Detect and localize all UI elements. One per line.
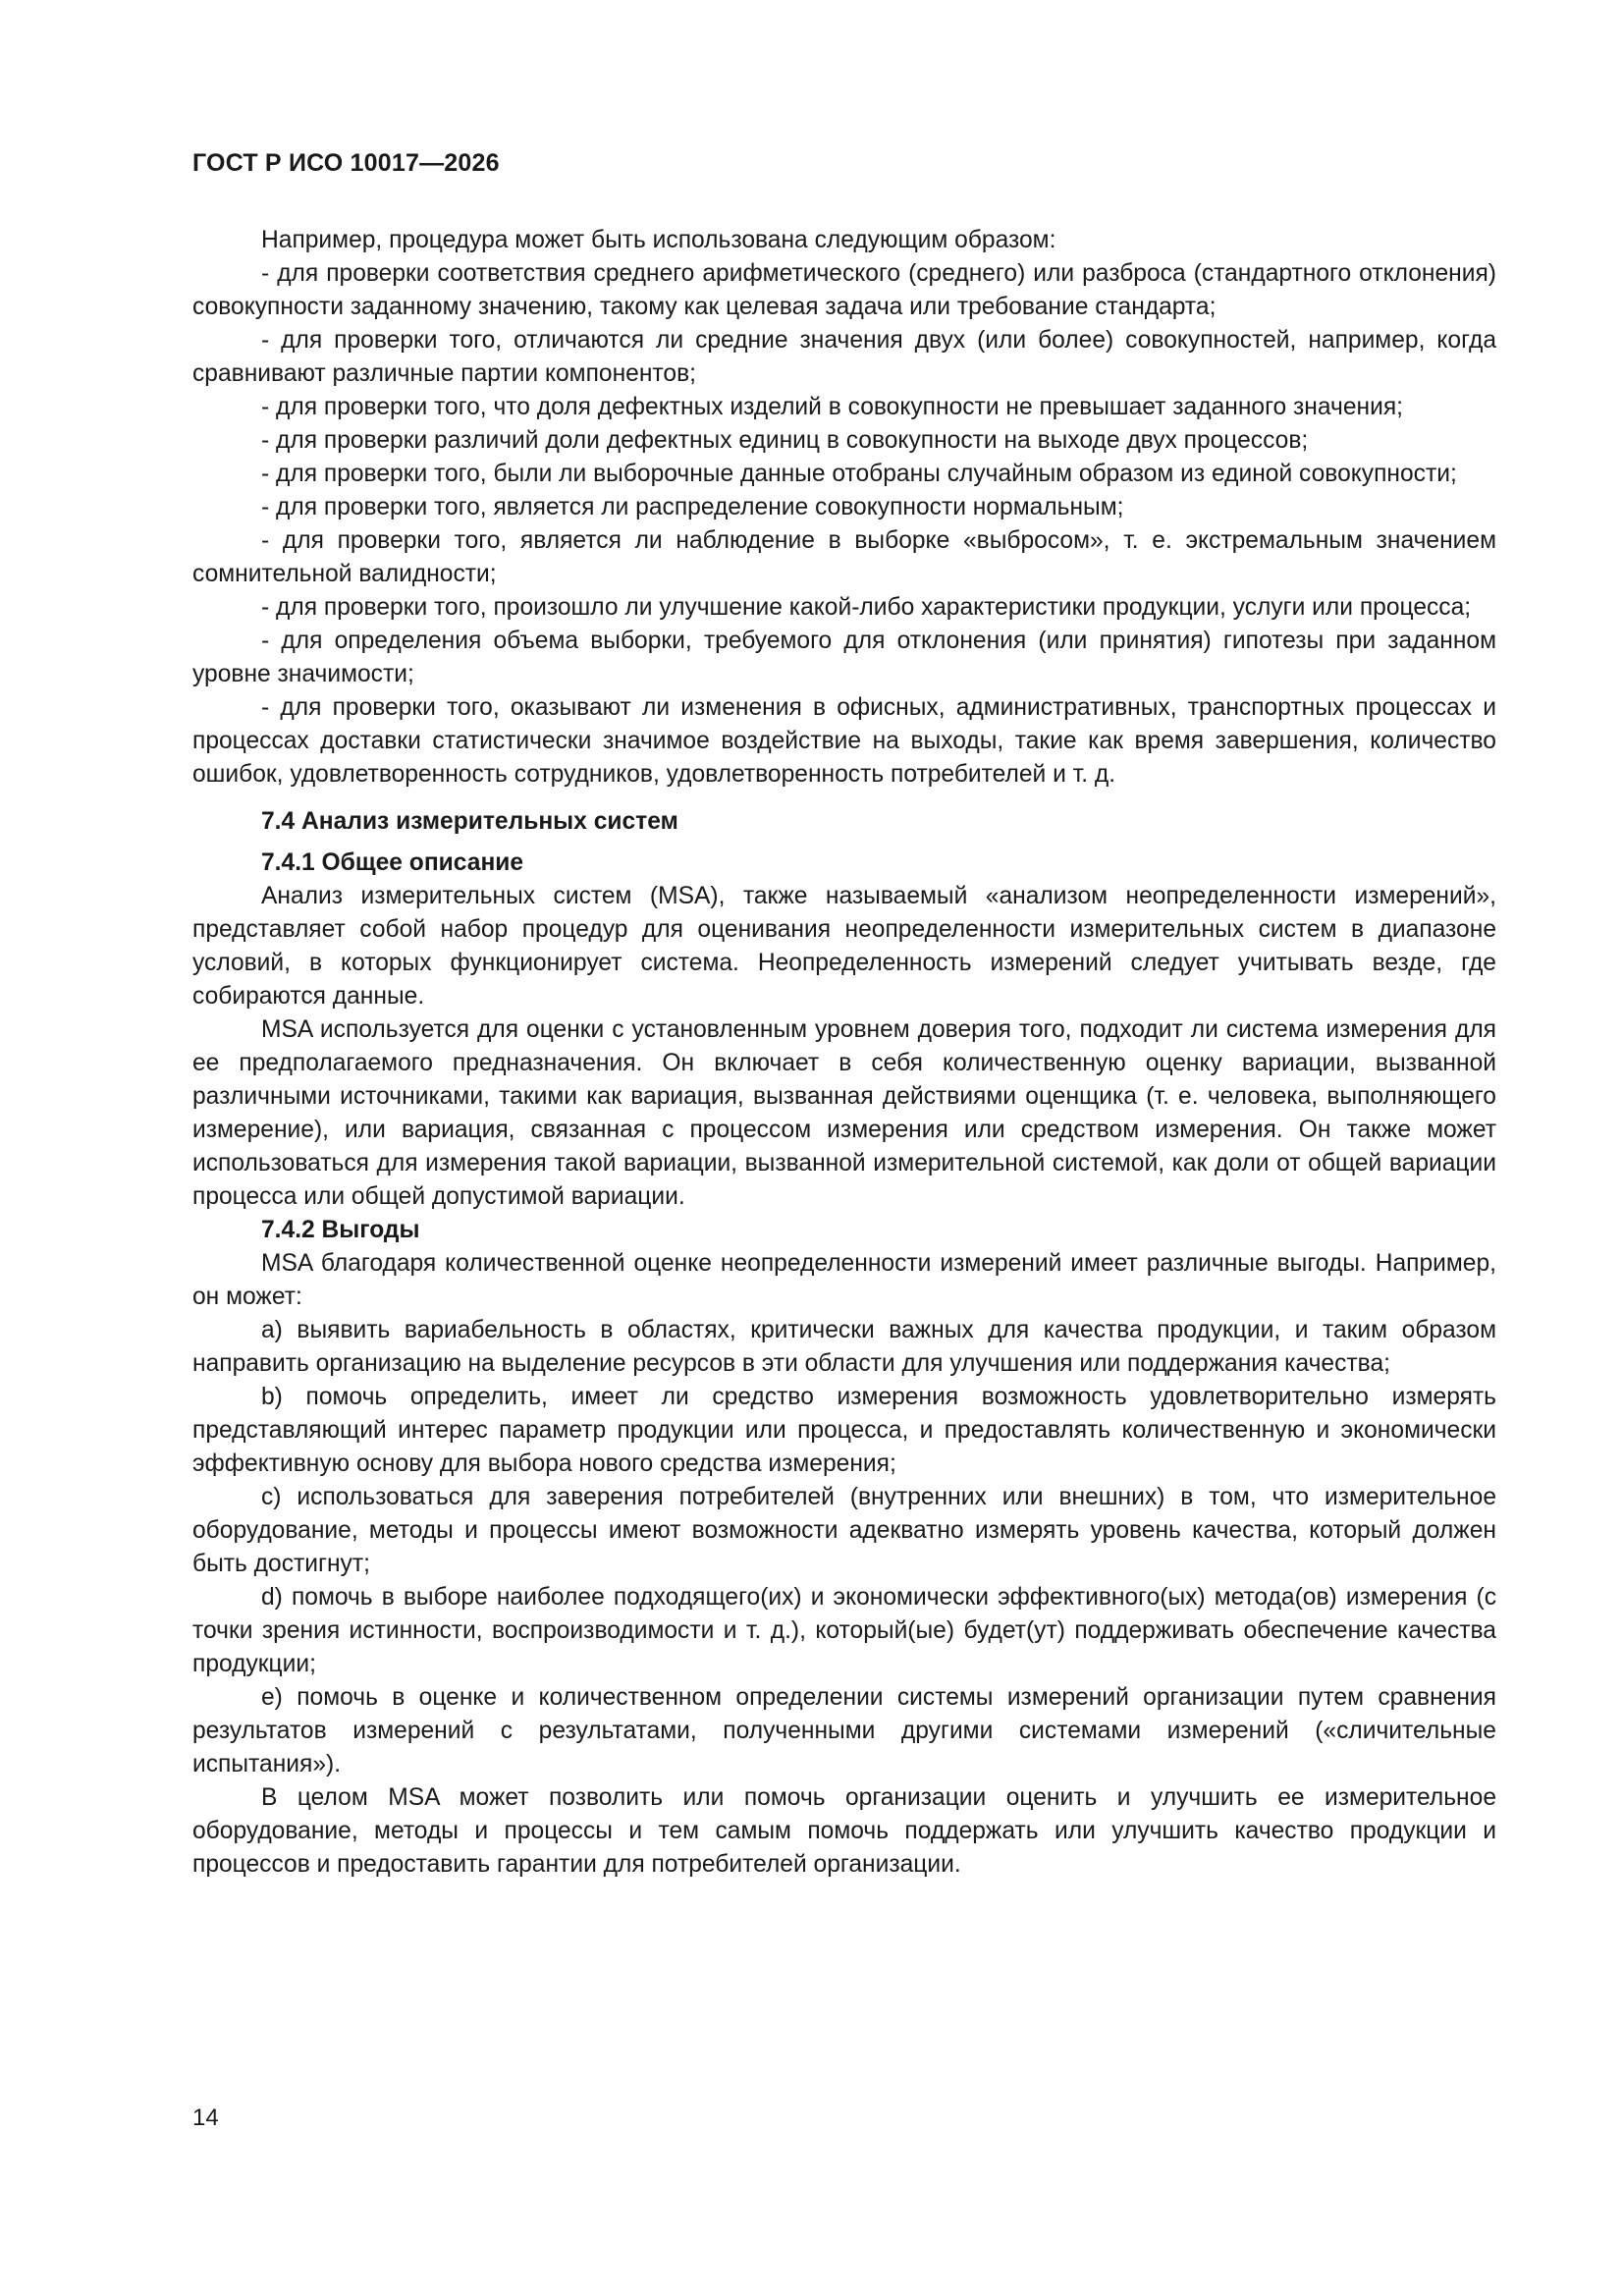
list-item: e) помочь в оценке и количественном определении системы измерений организации путем сравнения результатов измерений с результатами, полученными другими системами измерений («сличительные испытания»). bbox=[192, 1684, 1496, 1777]
section-heading-7-4: 7.4 Анализ измерительных систем bbox=[261, 808, 678, 835]
list-item: - для проверки того, что доля дефектных изделий в совокупности не превышает заданного значения; bbox=[261, 394, 1403, 420]
body-paragraph: MSA используется для оценки с установленным уровнем доверия того, подходит ли система измерения для ее предполагаемого предназначения. Он включает в себя количественную оценку вариации, вызванной различными источниками, такими как вариация, вызванная действиями оценщика (т. е. человека, выполняющего измерение), или вариация, связанная с процессом измерения или средством измерения. Он также может использоваться для измерения такой вариации, вызванной измерительной системой, как доли от общей вариации процесса или общей допустимой вариации. bbox=[192, 1016, 1496, 1210]
list-item: - для проверки того, оказывают ли изменения в офисных, административных, транспортных процессах и процессах доставки статистически значимое воздействие на выходы, такие как время завершения, количество ошибок, удовлетворенность сотрудников, удовлетворенность потребителей и т. д. bbox=[192, 694, 1496, 788]
document-code-header: ГОСТ Р ИСО 10017—2026 bbox=[192, 149, 500, 177]
page-body bbox=[192, 224, 1496, 1882]
list-item: d) помочь в выборе наиболее подходящего(их) и экономически эффективного(ых) метода(ов) измерения (с точки зрения истинности, воспроизводимости и т. д.), который(ые) будет(ут) поддерживать обеспечение качества продукции; bbox=[192, 1584, 1496, 1677]
list-item: - для проверки того, произошло ли улучшение какой-либо характеристики продукции, услуги или процесса; bbox=[261, 594, 1472, 621]
list-item: - для определения объема выборки, требуемого для отклонения (или принятия) гипотезы при заданном уровне значимости; bbox=[192, 628, 1496, 687]
list-item: - для проверки того, является ли наблюдение в выборке «выбросом», т. е. экстремальным значением сомнительной валидности; bbox=[192, 527, 1496, 587]
list-item: - для проверки соответствия среднего арифметического (среднего) или разброса (стандартного отклонения) совокупности заданному значению, такому как целевая задача или требование стандарта; bbox=[192, 260, 1496, 320]
page-number: 14 bbox=[192, 2105, 219, 2131]
list-item: - для проверки различий доли дефектных единиц в совокупности на выходе двух процессов; bbox=[261, 427, 1309, 454]
list-item: - для проверки того, отличаются ли средние значения двух (или более) совокупностей, например, когда сравнивают различные партии компонентов; bbox=[192, 327, 1496, 387]
list-item: b) помочь определить, имеет ли средство измерения возможность удовлетворительно измерять представляющий интерес параметр продукции или процесса, и предоставлять количественную и экономически эффективную основу для выбора нового средства измерения; bbox=[192, 1384, 1496, 1477]
body-paragraph: Анализ измерительных систем (MSA), также называемый «анализом неопределенности измерений», представляет собой набор процедур для оценивания неопределенности измерительных систем в диапазоне условий, в которых функционирует система. Неопределенность измерений следует учитывать везде, где собираются данные. bbox=[192, 883, 1496, 1010]
intro-paragraph: Например, процедура может быть использована следующим образом: bbox=[261, 227, 1056, 253]
section-heading-7-4-2: 7.4.2 Выгоды bbox=[261, 1217, 420, 1243]
section-heading-7-4-1: 7.4.1 Общее описание bbox=[261, 849, 524, 876]
list-item: c) использоваться для заверения потребителей (внутренних или внешних) в том, что измерительное оборудование, методы и процессы имеют возможности адекватно измерять уровень качества, который должен быть достигнут; bbox=[192, 1484, 1496, 1577]
list-item: - для проверки того, были ли выборочные данные отобраны случайным образом из единой совокупности; bbox=[261, 461, 1457, 487]
list-item: - для проверки того, является ли распределение совокупности нормальным; bbox=[261, 494, 1124, 520]
body-paragraph: В целом MSA может позволить или помочь организации оценить и улучшить ее измерительное оборудование, методы и процессы и тем самым помочь поддержать или улучшить качество продукции и процессов и предоставить гарантии для потребителей организации. bbox=[192, 1784, 1496, 1878]
list-item: a) выявить вариабельность в областях, критически важных для качества продукции, и таким образом направить организацию на выделение ресурсов в эти области для улучшения или поддержания качества; bbox=[192, 1317, 1496, 1377]
body-paragraph: MSA благодаря количественной оценке неопределенности измерений имеет различные выгоды. Например, он может: bbox=[192, 1250, 1496, 1310]
